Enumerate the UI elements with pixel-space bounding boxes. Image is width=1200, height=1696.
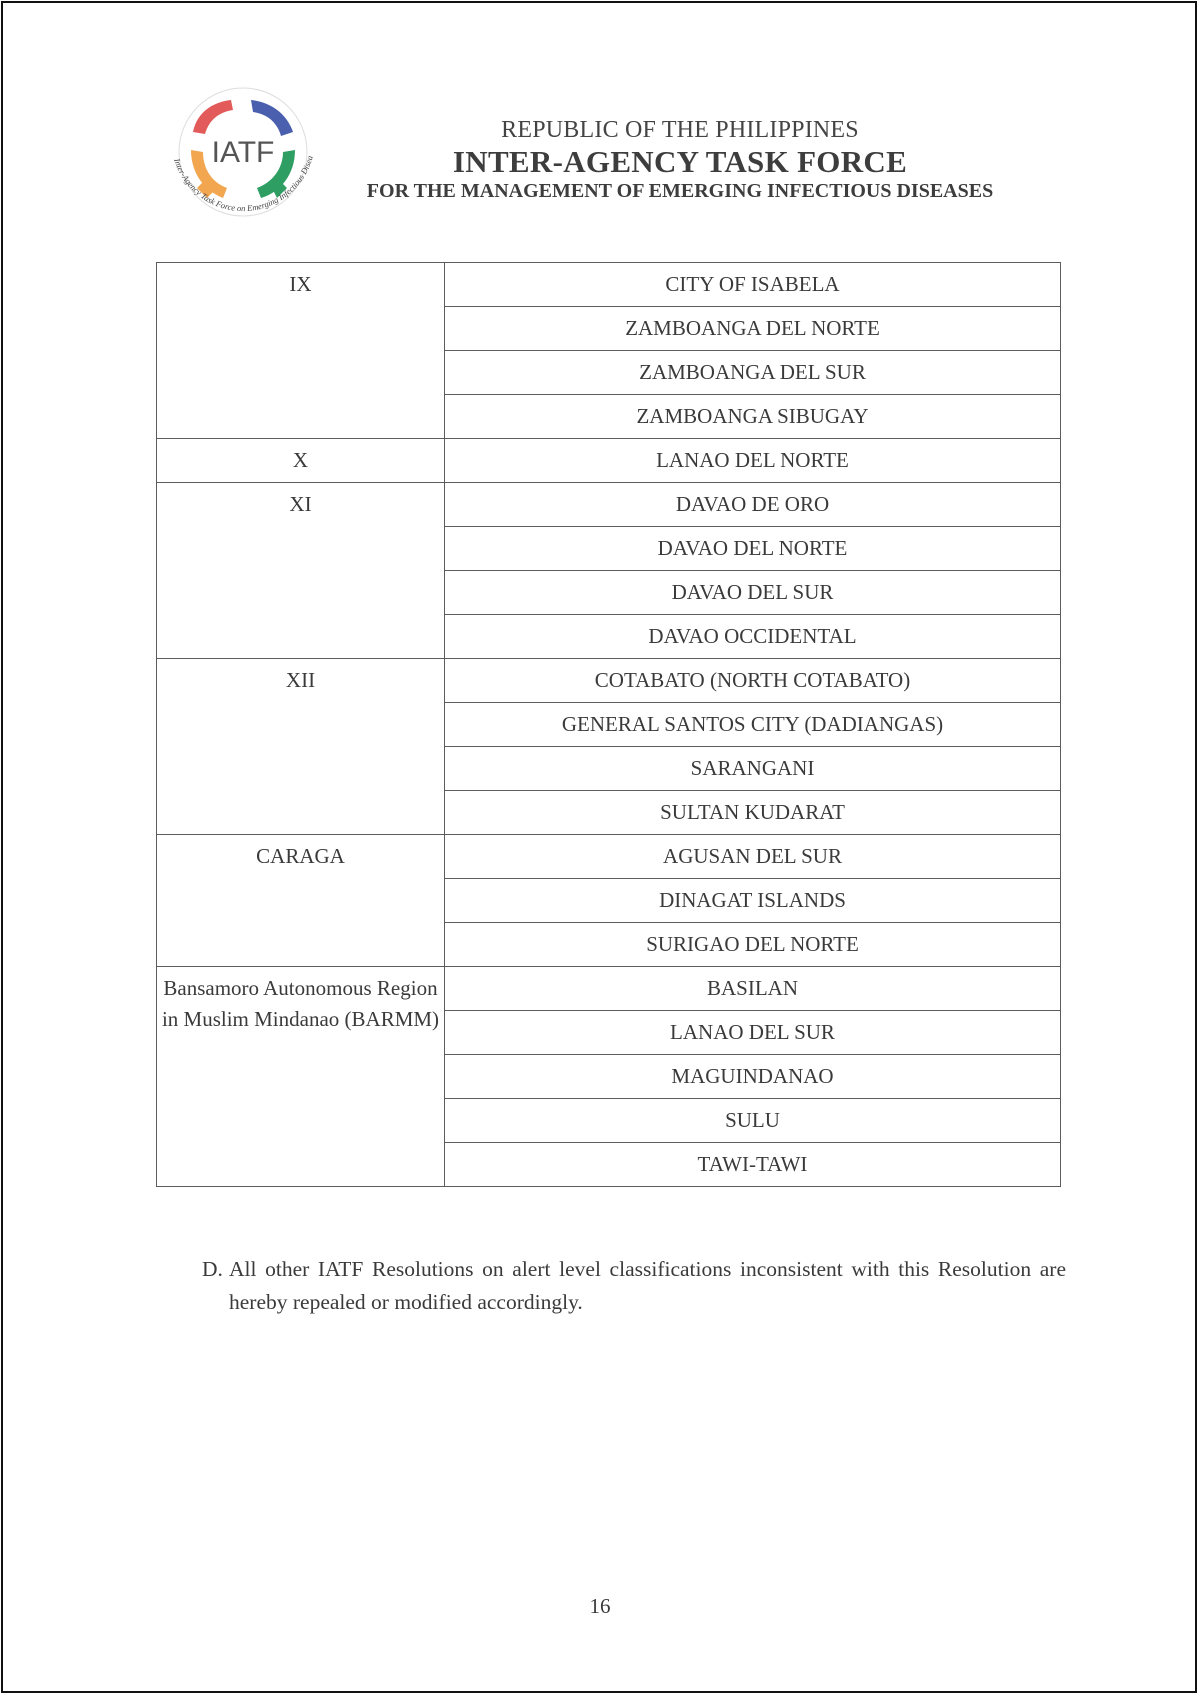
province-cell: SULTAN KUDARAT (445, 791, 1061, 835)
province-cell: AGUSAN DEL SUR (445, 835, 1061, 879)
logo-ring-text: Inter-Agency Task Force on Emerging Infectious Disea (172, 154, 315, 214)
province-cell: DAVAO DEL NORTE (445, 527, 1061, 571)
table-row (157, 439, 1061, 483)
province-cell: ZAMBOANGA DEL SUR (445, 351, 1061, 395)
region-cell: Bansamoro Autonomous Region in Muslim Mindanao (BARMM) (157, 967, 445, 1187)
province-cell: CITY OF ISABELA (445, 263, 1061, 307)
region-cell: X (157, 439, 445, 483)
province-cell: SULU (445, 1099, 1061, 1143)
paragraph-text: All other IATF Resolutions on alert level classifications inconsistent with this Resolution are hereby repealed or modified accordingly. (229, 1257, 1066, 1314)
province-cell: ZAMBOANGA DEL NORTE (445, 307, 1061, 351)
province-cell: DAVAO DEL SUR (445, 571, 1061, 615)
province-cell: LANAO DEL SUR (445, 1011, 1061, 1055)
province-cell: LANAO DEL NORTE (445, 439, 1061, 483)
region-cell: XI (157, 483, 445, 659)
closing-paragraph (202, 1253, 1066, 1319)
region-cell: IX (157, 263, 445, 439)
province-cell: TAWI-TAWI (445, 1143, 1061, 1187)
agency-subtitle: FOR THE MANAGEMENT OF EMERGING INFECTIOUS DISEASES (366, 180, 994, 202)
republic-heading: REPUBLIC OF THE PHILIPPINES (501, 117, 859, 143)
table-row (157, 659, 1061, 703)
region-cell: CARAGA (157, 835, 445, 967)
province-cell: DAVAO DE ORO (445, 483, 1061, 527)
table-row (157, 835, 1061, 879)
table-row (157, 967, 1061, 1011)
logo-text: IATF (211, 136, 275, 169)
region-cell: XII (157, 659, 445, 835)
province-cell: GENERAL SANTOS CITY (DADIANGAS) (445, 703, 1061, 747)
iatf-logo (163, 86, 321, 238)
agency-title: INTER-AGENCY TASK FORCE (452, 144, 908, 179)
table-row (157, 483, 1061, 527)
table-row (157, 263, 1061, 307)
province-cell: MAGUINDANAO (445, 1055, 1061, 1099)
province-cell: SURIGAO DEL NORTE (445, 923, 1061, 967)
province-cell: SARANGANI (445, 747, 1061, 791)
province-cell: COTABATO (NORTH COTABATO) (445, 659, 1061, 703)
province-cell: DINAGAT ISLANDS (445, 879, 1061, 923)
letterhead (300, 116, 1060, 202)
paragraph-letter: D. (202, 1257, 223, 1281)
province-cell: DAVAO OCCIDENTAL (445, 615, 1061, 659)
province-cell: ZAMBOANGA SIBUGAY (445, 395, 1061, 439)
province-table (156, 262, 1061, 1187)
page-number: 16 (589, 1594, 611, 1618)
province-cell: BASILAN (445, 967, 1061, 1011)
